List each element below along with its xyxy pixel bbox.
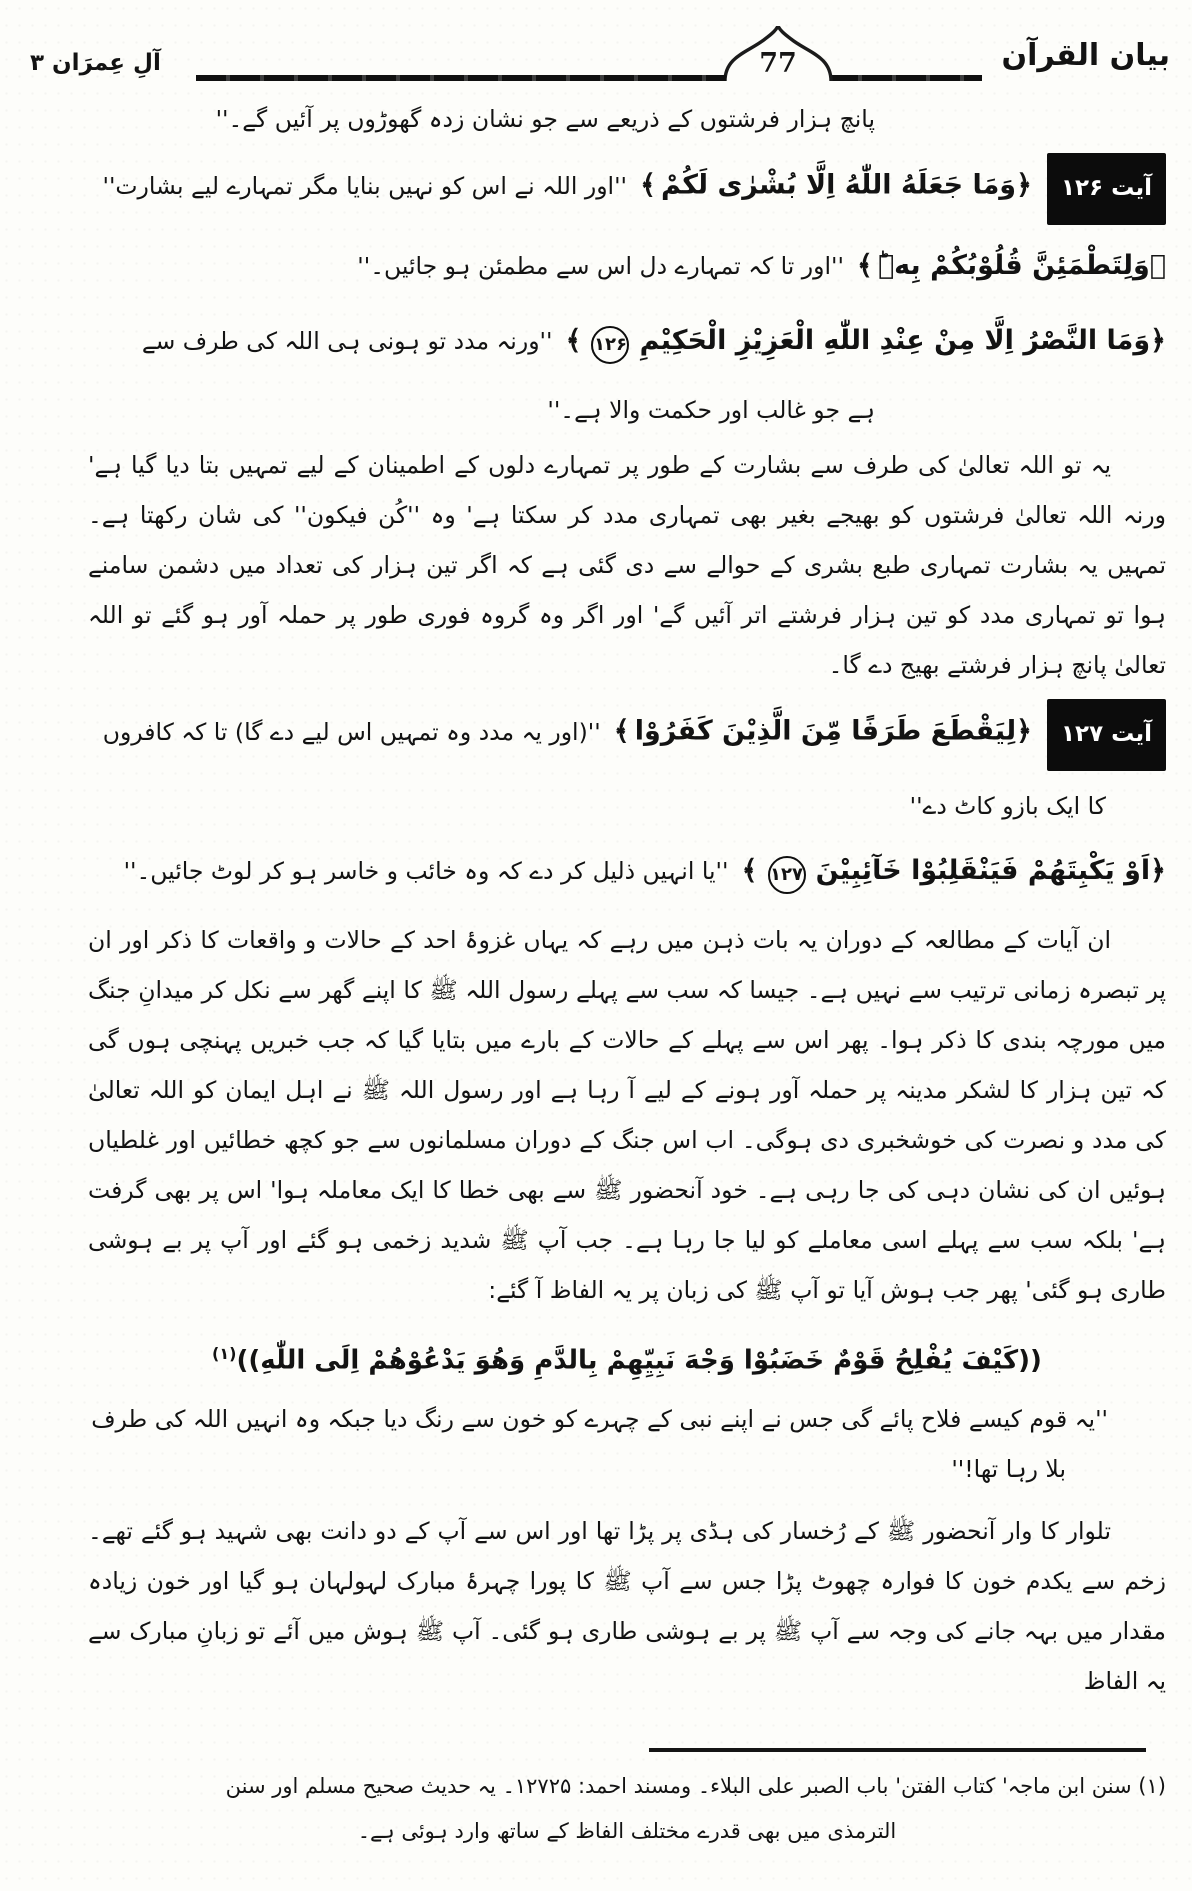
ayat-127-marker: آیت ۱۲۷ <box>1047 699 1166 771</box>
surah-title: آلِ عِمرَان ۳ <box>30 50 161 76</box>
arabic-verse-text: ﴿وَمَا النَّصْرُ اِلَّا مِنْ عِنْدِ اللّٰهِ الْعَزِيْزِ الْحَكِيْمِ <box>639 325 1166 356</box>
header-rule-left <box>196 75 726 81</box>
translation-continuation-line: پانچ ہزار فرشتوں کے ذریعے سے جو نشان زدہ گھوڑوں پر آئیں گے۔'' <box>215 105 875 133</box>
arabic-verse-close-bracket: ﴾ <box>741 855 758 886</box>
urdu-translation: ''اور اللہ نے اس کو نہیں بنایا مگر تمہارے لیے بشارت'' <box>102 171 628 200</box>
verse-line-126 <box>88 153 1166 225</box>
commentary-paragraph-1: یہ تو اللہ تعالیٰ کی طرف سے بشارت کے طور پر تمہارے دلوں کے اطمینان کے لیے تمہیں بتا دیا گیا ہے' ورنہ اللہ تعالیٰ فرشتوں کو بھیجے بغیر بھی تمہاری مدد کر سکتا ہے' وہ ''کُن فیکون'' کی شان رکھتا ہے۔ تمہیں یہ بشارت تمہاری طبع بشری کے حوالے سے دی گئی ہے کہ اگر تین ہزار کی تعداد میں دشمن سامنے ہوا تو تمہاری مدد کو تین ہزار فرشتے اتر آئیں گے' اور اگر وہ گروہ فوری طور پر حملہ آور ہو گئے تو اللہ تعالیٰ پانچ ہزار فرشتے بھیج دے گا۔ <box>88 451 1166 679</box>
arabic-verse-close-bracket: ﴾ <box>857 250 873 281</box>
arabic-verse-close-bracket: ﴾ <box>640 169 656 201</box>
arabic-verse-close-bracket: ﴾ <box>613 715 630 747</box>
translation-continuation-line: کا ایک بازو کاٹ دے'' <box>909 792 1106 820</box>
header-rule-right <box>828 75 982 81</box>
footnote-line-1: (۱) سنن ابن ماجہ' کتاب الفتن' باب الصبر علی البلاء۔ ومسند احمد: ۱۲۷۲۵۔ یہ حدیث صحیح مسلم اور سنن <box>225 1774 1166 1798</box>
verse-line-126b <box>88 235 1166 300</box>
arabic-verse-close-bracket: ﴾ <box>565 325 582 356</box>
hadith-translation-line-2: بلا رہا تھا!'' <box>951 1454 1066 1483</box>
footnote-divider <box>649 1748 1146 1752</box>
arabic-verse-text: ﴿وَلِتَطْمَئِنَّ قُلُوْبُكُمْ بِهٖؕ <box>877 250 1166 281</box>
footnote-reference-marker: (۱) <box>212 1344 237 1363</box>
hadith-text: ((كَيْفَ يُفْلِحُ قَوْمٌ خَضَبُوْا وَجْهَ نَبِيِّهِمْ بِالدَّمِ وَهُوَ يَدْعُوْهُمْ اِلَى اللّٰهِ)) <box>236 1345 1042 1376</box>
verse-number-circle: ۱۲۶ <box>591 326 629 364</box>
arabic-verse-text: ﴿لِيَقْطَعَ طَرَفًا مِّنَ الَّذِيْنَ كَفَرُوْا <box>634 715 1032 747</box>
book-title: بیان القرآن <box>1001 38 1170 73</box>
verse-line-127b <box>88 840 1166 905</box>
footnote-line-2: الترمذی میں بھی قدرے مختلف الفاظ کے ساتھ وارد ہوئی ہے۔ <box>357 1819 897 1843</box>
footnote-section <box>88 1748 1166 1854</box>
arabic-verse-text: ﴿وَمَا جَعَلَهُ اللّٰهُ اِلَّا بُشْرٰی لَكُمْ <box>661 169 1032 201</box>
page-content <box>88 94 1166 1712</box>
ayat-126-marker: آیت ۱۲۶ <box>1047 153 1166 225</box>
urdu-translation: ''یا انہیں ذلیل کر دے کہ وہ خائب و خاسر ہو کر لوٹ جائیں۔'' <box>123 857 729 885</box>
arabic-verse-text: ﴿اَوْ يَكْبِتَهُمْ فَيَنْقَلِبُوْا خَآئِبِيْنَ <box>815 855 1166 886</box>
page-header <box>0 0 1192 100</box>
verse-line-126c <box>88 310 1166 375</box>
urdu-translation: ''اور تا کہ تمہارے دل اس سے مطمئن ہو جائیں۔'' <box>357 252 844 280</box>
urdu-translation: ''ورنہ مدد تو ہونی ہی اللہ کی طرف سے <box>141 327 553 355</box>
verse-line-127 <box>88 699 1166 771</box>
commentary-paragraph-2: ان آیات کے مطالعہ کے دوران یہ بات ذہن میں رہے کہ یہاں غزوۂ احد کے حالات و واقعات کا ذکر اور ان پر تبصرہ زمانی ترتیب سے نہیں ہے۔ جیسا کہ سب سے پہلے رسول اللہ ﷺ کا اپنے گھر سے نکل کر میدانِ جنگ میں مورچہ بندی کا ذکر ہوا۔ پھر اس سے پہلے کے حالات کے بارے میں بتایا گیا کہ جب خبریں پہنچی ہوں گی کہ تین ہزار کا لشکر مدینہ پر حملہ آور ہونے کے لیے آ رہا ہے اور رسول اللہ ﷺ نے اہل ایمان کو اللہ تعالیٰ کی مدد و نصرت کی خوشخبری دی ہوگی۔ اب اس جنگ کے دوران مسلمانوں سے جو کچھ خطائیں اور غلطیاں ہوئیں ان کی نشان دہی کی جا رہی ہے۔ خود آنحضور ﷺ سے بھی خطا کا ایک معاملہ ہوا' اس پر بھی گرفت ہے' بلکہ سب سے پہلے اسی معاملے کو لیا جا رہا ہے۔ جب آپ ﷺ شدید زخمی ہو گئے اور آپ پر بے ہوشی طاری ہو گئی' پھر جب ہوش آیا تو آپ ﷺ کی زبان پر یہ الفاظ آ گئے: <box>88 926 1166 1304</box>
verse-number-circle: ۱۲۷ <box>768 856 806 894</box>
commentary-paragraph-3: تلوار کا وار آنحضور ﷺ کے رُخسار کی ہڈی پر پڑا تھا اور اس سے آپ کے دو دانت بھی شہید ہو گئے تھے۔ زخم سے یکدم خون کا فوارہ چھوٹ پڑا جس سے آپ ﷺ کا پورا چہرۂ مبارک لہولہان ہو گیا اور خون زیادہ مقدار میں بہہ جانے کی وجہ سے آپ ﷺ پر بے ہوشی طاری ہو گئی۔ آپ ﷺ ہوش میں آئے تو زبانِ مبارک سے یہ الفاظ <box>88 1516 1166 1695</box>
page-number: 77 <box>759 48 797 79</box>
hadith-translation-line-1: ''یہ قوم کیسے فلاح پائے گی جس نے اپنے نبی کے چہرے کو خون سے رنگ دیا جبکہ وہ انہیں اللہ کی طرف <box>91 1404 1108 1433</box>
hadith-arabic-line <box>88 1325 1166 1390</box>
urdu-translation: ''(اور یہ مدد وہ تمہیں اس لیے دے گا) تا کہ کافروں <box>102 717 601 746</box>
translation-continuation-line: ہے جو غالب اور حکمت والا ہے۔'' <box>547 396 875 424</box>
page-number-ornament <box>720 26 836 81</box>
